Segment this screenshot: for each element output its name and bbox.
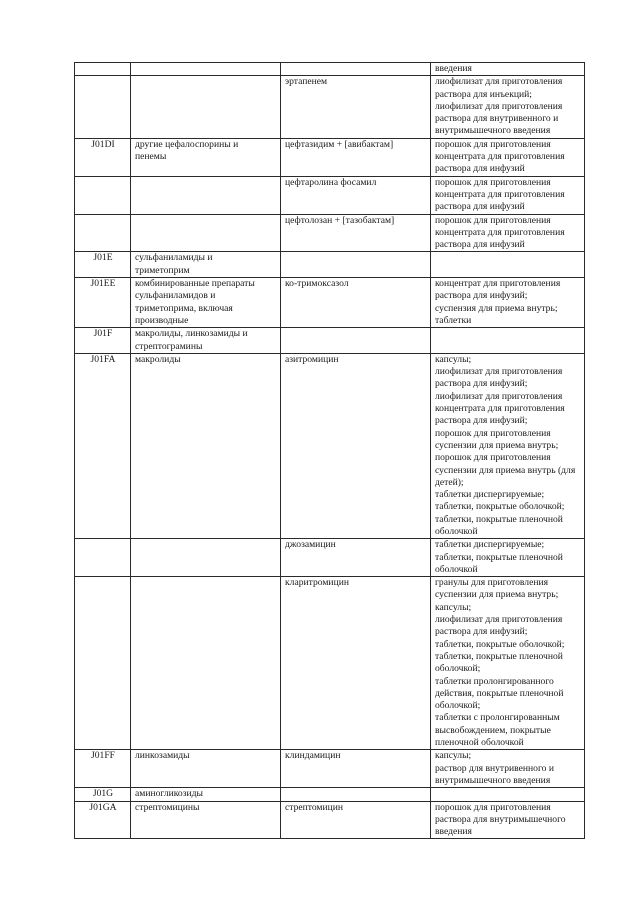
cell-line: комбинированные препараты: [135, 278, 255, 290]
pharmacological-group-cell: [131, 278, 281, 328]
atc-code-cell: [75, 214, 131, 252]
pharmacological-group-cell: [131, 577, 281, 750]
table-row: [75, 63, 585, 76]
cell-line: раствора для инъекций;: [435, 88, 532, 100]
atc-code-cell: [75, 539, 131, 577]
cell-line: стрептомицины: [135, 801, 200, 813]
cell-line: цефтазидим + [авибактам]: [285, 138, 394, 150]
drug-name-cell: [281, 539, 431, 577]
cell-line: действия, покрытые пленочной: [435, 687, 564, 699]
cell-line: J01G: [92, 788, 114, 800]
cell-line: цефтаролина фосамил: [285, 176, 377, 188]
cell-line: триметоприм: [135, 264, 190, 276]
cell-line: J01FA: [90, 353, 116, 365]
cell-line: клиндамицин: [285, 750, 341, 762]
dosage-forms-cell: [431, 176, 585, 214]
cell-line: таблетки, покрытые пленочной: [435, 513, 563, 525]
atc-code-cell: [75, 252, 131, 278]
atc-code-cell: [75, 801, 131, 839]
table-row: [75, 801, 585, 839]
cell-line: концентрата для приготовления: [435, 188, 565, 200]
cell-line: пенемы: [135, 151, 167, 163]
cell-line: J01F: [93, 328, 113, 340]
cell-line: J01GA: [89, 801, 117, 813]
drug-name-cell: [281, 353, 431, 538]
cell-line: J01FF: [91, 750, 115, 762]
cell-line: таблетки с пролонгированным: [435, 712, 560, 724]
pharmacological-group-cell: [131, 353, 281, 538]
drug-name-cell: [281, 214, 431, 252]
cell-line: суспензии для приема внутрь;: [435, 439, 559, 451]
cell-line: раствора для инфузий: [435, 163, 525, 175]
cell-line: детей);: [435, 476, 464, 488]
atc-code-cell: [75, 63, 131, 76]
atc-code-cell: [75, 76, 131, 138]
drug-name-cell: [281, 750, 431, 788]
cell-line: раствора для инфузий: [435, 201, 525, 213]
cell-line: концентрата для приготовления: [435, 403, 565, 415]
table-row: [75, 252, 585, 278]
cell-line: порошок для приготовления: [435, 176, 551, 188]
cell-line: стрептомицин: [285, 801, 344, 813]
cell-line: J01E: [93, 252, 113, 264]
cell-line: лиофилизат для приготовления: [435, 614, 563, 626]
cell-line: J01EE: [90, 278, 116, 290]
cell-line: таблетки диспергируемые;: [435, 489, 545, 501]
drug-name-cell: [281, 252, 431, 278]
drug-name-cell: [281, 138, 431, 176]
cell-line: стрептограмины: [135, 340, 203, 352]
dosage-forms-cell: [431, 801, 585, 839]
cell-line: оболочкой;: [435, 700, 481, 712]
cell-line: оболочкой;: [435, 663, 481, 675]
dosage-forms-cell: [431, 63, 585, 76]
drug-table: [74, 62, 585, 839]
cell-line: капсулы;: [435, 601, 472, 613]
cell-line: оболочкой: [435, 525, 478, 537]
atc-code-cell: [75, 176, 131, 214]
cell-line: макролиды: [135, 353, 181, 365]
drug-name-cell: [281, 76, 431, 138]
cell-line: порошок для приготовления: [435, 801, 551, 813]
pharmacological-group-cell: [131, 252, 281, 278]
cell-line: гранулы для приготовления: [435, 577, 549, 589]
cell-line: раствора для инфузий;: [435, 415, 528, 427]
cell-line: внутримышечного введения: [435, 125, 551, 137]
dosage-forms-cell: [431, 750, 585, 788]
dosage-forms-cell: [431, 214, 585, 252]
cell-line: другие цефалоспорины и: [135, 138, 239, 150]
cell-line: цефтолозан + [тазобактам]: [285, 214, 395, 226]
pharmacological-group-cell: [131, 539, 281, 577]
cell-line: таблетки диспергируемые;: [435, 539, 545, 551]
pharmacological-group-cell: [131, 328, 281, 354]
cell-line: сульфаниламидов и: [135, 290, 216, 302]
drug-name-cell: [281, 788, 431, 801]
cell-line: суспензии для приема внутрь (для: [435, 464, 576, 476]
drug-name-cell: [281, 63, 431, 76]
table-row: [75, 76, 585, 138]
cell-line: таблетки пролонгированного: [435, 675, 554, 687]
table-row: [75, 577, 585, 750]
drug-name-cell: [281, 801, 431, 839]
cell-line: макролиды, линкозамиды и: [135, 328, 248, 340]
cell-line: раствора для внутривенного и: [435, 113, 559, 125]
atc-code-cell: [75, 278, 131, 328]
cell-line: ко-тримоксазол: [285, 278, 349, 290]
cell-line: таблетки, покрытые пленочной: [435, 650, 563, 662]
cell-line: азитромицин: [285, 353, 339, 365]
table-row: [75, 278, 585, 328]
cell-line: кларитромицин: [285, 577, 349, 589]
table-row: [75, 788, 585, 801]
cell-line: аминогликозиды: [135, 788, 203, 800]
cell-line: оболочкой: [435, 563, 478, 575]
cell-line: таблетки, покрытые оболочкой;: [435, 638, 565, 650]
cell-line: концентрата для приготовления: [435, 226, 565, 238]
cell-line: триметоприма, включая: [135, 302, 233, 314]
dosage-forms-cell: [431, 328, 585, 354]
cell-line: сульфаниламиды и: [135, 252, 213, 264]
cell-line: пленочной оболочкой: [435, 737, 524, 749]
cell-line: порошок для приготовления: [435, 427, 551, 439]
pharmacological-group-cell: [131, 214, 281, 252]
cell-line: линкозамиды: [135, 750, 190, 762]
pharmacological-group-cell: [131, 801, 281, 839]
cell-line: порошок для приготовления: [435, 138, 551, 150]
cell-line: джозамицин: [285, 539, 336, 551]
cell-line: порошок для приготовления: [435, 452, 551, 464]
cell-line: суспензия для приема внутрь;: [435, 302, 558, 314]
cell-line: лиофилизат для приготовления: [435, 390, 563, 402]
dosage-forms-cell: [431, 278, 585, 328]
dosage-forms-cell: [431, 76, 585, 138]
table-row: [75, 214, 585, 252]
atc-code-cell: [75, 788, 131, 801]
dosage-forms-cell: [431, 539, 585, 577]
cell-line: таблетки: [435, 314, 472, 326]
cell-line: концентрат для приготовления: [435, 278, 561, 290]
atc-code-cell: [75, 577, 131, 750]
pharmacological-group-cell: [131, 750, 281, 788]
cell-line: концентрата для приготовления: [435, 151, 565, 163]
cell-line: порошок для приготовления: [435, 214, 551, 226]
atc-code-cell: [75, 750, 131, 788]
cell-line: раствора для внутримышечного: [435, 813, 566, 825]
drug-name-cell: [281, 278, 431, 328]
cell-line: капсулы;: [435, 353, 472, 365]
cell-line: раствора для инфузий;: [435, 378, 528, 390]
cell-line: таблетки, покрытые оболочкой;: [435, 501, 565, 513]
pharmacological-group-cell: [131, 138, 281, 176]
cell-line: внутримышечного введения: [435, 774, 551, 786]
table-row: [75, 328, 585, 354]
drug-name-cell: [281, 328, 431, 354]
cell-line: введения: [435, 826, 472, 838]
dosage-forms-cell: [431, 788, 585, 801]
table-row: [75, 539, 585, 577]
pharmacological-group-cell: [131, 63, 281, 76]
cell-line: суспензии для приема внутрь;: [435, 589, 559, 601]
dosage-forms-cell: [431, 353, 585, 538]
drug-name-cell: [281, 577, 431, 750]
cell-line: таблетки, покрытые пленочной: [435, 551, 563, 563]
atc-code-cell: [75, 328, 131, 354]
pharmacological-group-cell: [131, 788, 281, 801]
pharmacological-group-cell: [131, 176, 281, 214]
atc-code-cell: [75, 138, 131, 176]
cell-line: введения: [435, 63, 472, 74]
cell-line: раствора для инфузий: [435, 239, 525, 251]
atc-code-cell: [75, 353, 131, 538]
table-body: [75, 63, 585, 839]
dosage-forms-cell: [431, 577, 585, 750]
dosage-forms-cell: [431, 138, 585, 176]
dosage-forms-cell: [431, 252, 585, 278]
table-row: [75, 138, 585, 176]
drug-name-cell: [281, 176, 431, 214]
table-row: [75, 353, 585, 538]
cell-line: капсулы;: [435, 750, 472, 762]
cell-line: эртапенем: [285, 76, 328, 88]
cell-line: высвобождением, покрытые: [435, 724, 551, 736]
cell-line: раствора для инфузий;: [435, 626, 528, 638]
cell-line: раствора для инфузий;: [435, 290, 528, 302]
table-row: [75, 176, 585, 214]
cell-line: раствор для внутривенного и: [435, 762, 554, 774]
pharmacological-group-cell: [131, 76, 281, 138]
cell-line: лиофилизат для приготовления: [435, 100, 563, 112]
cell-line: лиофилизат для приготовления: [435, 366, 563, 378]
table-row: [75, 750, 585, 788]
cell-line: лиофилизат для приготовления: [435, 76, 563, 88]
cell-line: J01DI: [91, 138, 115, 150]
cell-line: производные: [135, 314, 189, 326]
